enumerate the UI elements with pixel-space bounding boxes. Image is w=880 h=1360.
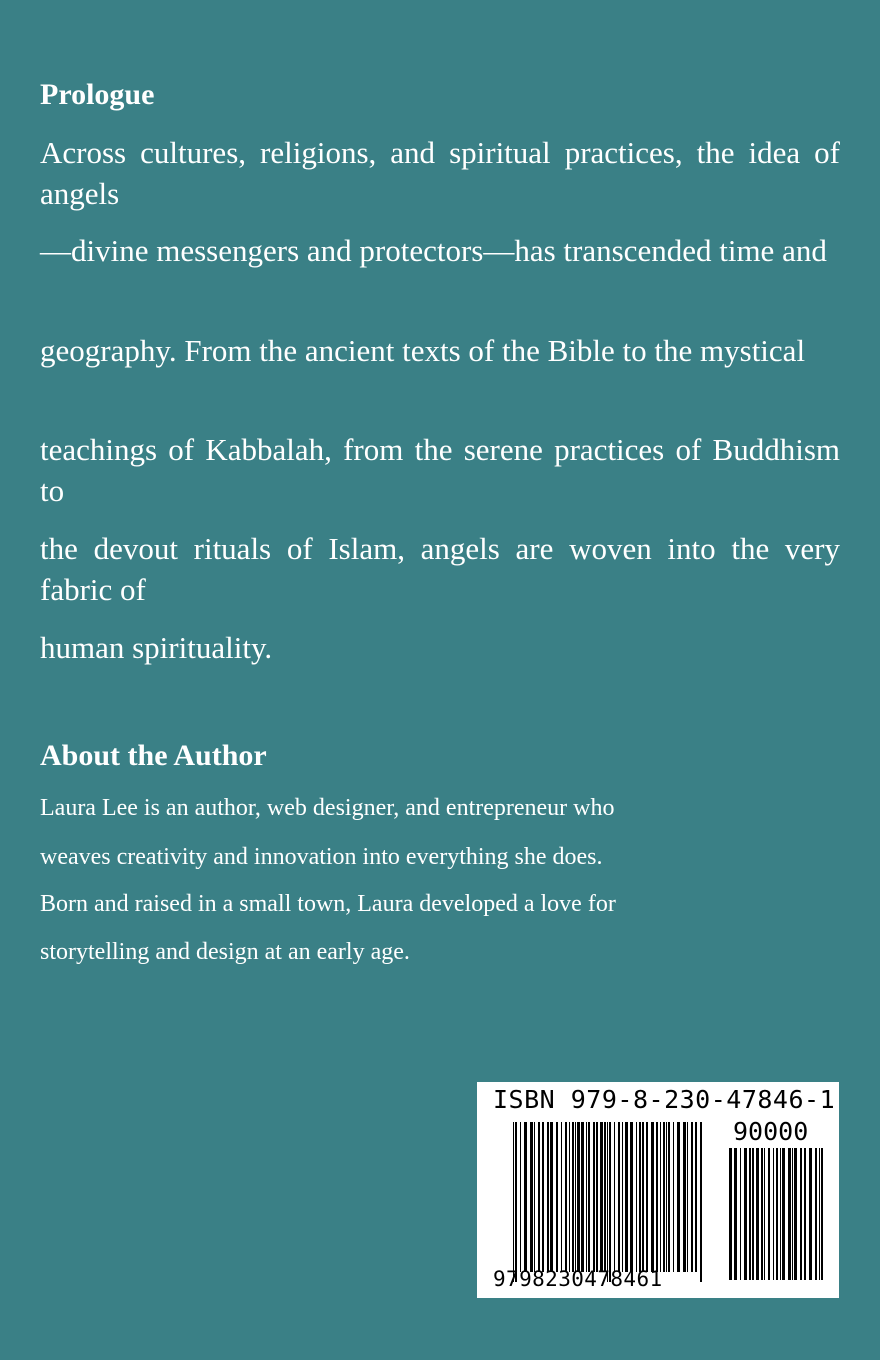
barcode-bar [642,1122,644,1272]
barcode-bar [752,1148,754,1280]
barcode-bar [542,1122,544,1272]
barcode-bar [547,1122,549,1272]
barcode-bar [782,1148,785,1280]
barcode-bar [668,1122,670,1272]
barcode-bar [734,1148,737,1280]
barcode-bar [673,1122,674,1272]
barcode-bar [677,1122,680,1272]
barcode-bar [651,1122,654,1272]
barcode-bar [761,1148,763,1280]
barcode-bar [780,1148,781,1280]
barcode-bar [695,1122,697,1272]
barcode-bar [550,1122,553,1272]
prologue-paragraph: Across cultures, religions, and spiritual practices, the idea of angels [40,135,840,211]
barcode-bar [524,1122,527,1272]
prologue-paragraph: geography. From the ancient texts of the Bible to the mystical [40,333,806,368]
isbn-barcode-box [477,1082,839,1298]
barcode-bar [744,1148,747,1280]
author-bio-line: Born and raised in a small town, Laura developed a love for [40,891,616,917]
barcode-ean-digits: 9798230478461 [493,1267,663,1291]
barcode-bar [614,1122,615,1272]
barcode-bar [569,1122,570,1272]
prologue-paragraph: teachings of Kabbalah, from the serene practices of Buddhism to [40,432,840,508]
barcode-bar [636,1122,637,1272]
barcode-bar [804,1148,806,1280]
barcode-bar [530,1122,533,1272]
barcode-bar [577,1122,580,1272]
isbn-label: ISBN 979-8-230-47846-1 [493,1085,836,1114]
barcode-bar [513,1122,514,1282]
barcode-bar [538,1122,540,1272]
barcode-bar [618,1122,620,1272]
barcode-bar [683,1122,686,1272]
barcode-bar [520,1122,521,1272]
barcode-bar [581,1122,584,1272]
prologue-paragraph: human spirituality. [40,630,273,665]
barcode-bar [663,1122,665,1272]
barcode-bar [556,1122,558,1272]
barcode-bar [575,1122,576,1272]
barcode-bar [768,1148,770,1280]
barcode-bar [572,1122,574,1272]
barcode-bar [788,1148,791,1280]
barcode-bar [815,1148,817,1280]
barcode-bar [794,1148,797,1280]
barcode-bar [821,1148,823,1280]
barcode-bar [700,1122,702,1282]
barcode-bar [749,1148,751,1280]
barcode-bar [639,1122,641,1272]
prologue-paragraph: the devout rituals of Islam, angels are woven into the very fabric of [40,531,840,607]
prologue-paragraph: —divine messengers and protectors—has transcended time and [40,233,827,268]
barcode-bar [729,1148,732,1280]
barcode-bar [565,1122,567,1272]
author-bio-line: Laura Lee is an author, web designer, and entrepreneur who [40,795,615,821]
barcode-bar [625,1122,628,1272]
barcode-bar [588,1122,590,1272]
barcode-price-code: 90000 [733,1117,809,1146]
barcode-bar [515,1122,517,1282]
barcode-bar [691,1122,693,1272]
barcode-bar [646,1122,648,1272]
barcode-bar [622,1122,623,1272]
barcode-bar [609,1122,611,1282]
barcode-bar [792,1148,793,1280]
barcode-bar [630,1122,633,1272]
prologue-heading: Prologue [40,78,155,111]
barcode-bar [756,1148,759,1280]
barcode-bar [561,1122,562,1272]
barcode-bar [593,1122,595,1272]
author-bio-line: storytelling and design at an early age. [40,939,410,965]
barcode-bar [660,1122,661,1272]
barcode-bar [764,1148,765,1280]
about-author-heading: About the Author [40,739,267,772]
barcode-bar [600,1122,603,1272]
barcode-bar [776,1148,778,1280]
barcode-bar [596,1122,598,1272]
barcode-bar [800,1148,802,1280]
barcode-bar [534,1122,535,1272]
barcode-bar [773,1148,774,1280]
barcode-bar [586,1122,587,1272]
barcode-bar [607,1122,608,1282]
barcode-bar [666,1122,667,1272]
barcode-bar [687,1122,688,1272]
barcode-bar [656,1122,658,1272]
barcode-bar [740,1148,741,1280]
barcode-bar [819,1148,820,1280]
barcode-bar [809,1148,812,1280]
author-bio-line: weaves creativity and innovation into everything she does. [40,844,603,870]
barcode-bar [604,1122,606,1272]
